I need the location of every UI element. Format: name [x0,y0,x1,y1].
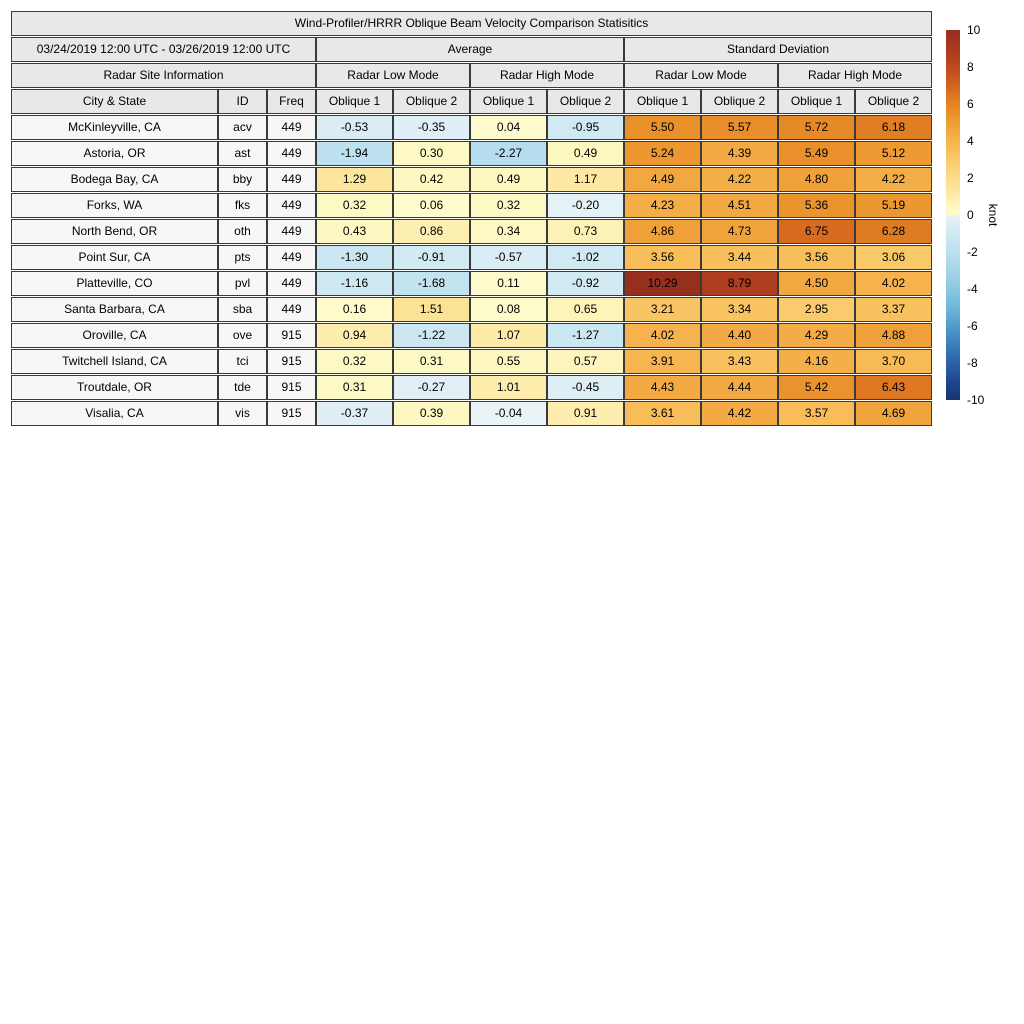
value-cell: 4.88 [855,323,932,348]
value-cell: 0.32 [470,193,547,218]
value-cell: -1.22 [393,323,470,348]
value-cell: 0.06 [393,193,470,218]
city-cell: Troutdale, OR [11,375,218,400]
oblique2-header: Oblique 2 [547,89,624,114]
value-cell: 3.56 [778,245,855,270]
id-cell: oth [218,219,267,244]
table-row [11,245,932,270]
mode-header-row [11,63,932,88]
table-row [11,141,932,166]
freq-cell: 449 [267,167,316,192]
colorbar-tick-label: 4 [967,134,974,148]
city-cell: Bodega Bay, CA [11,167,218,192]
table-row [11,167,932,192]
value-cell: 4.73 [701,219,778,244]
value-cell: 5.12 [855,141,932,166]
id-cell: fks [218,193,267,218]
id-cell: acv [218,115,267,140]
value-cell: 4.69 [855,401,932,426]
value-cell: 0.04 [470,115,547,140]
freq-cell: 449 [267,115,316,140]
city-cell: Santa Barbara, CA [11,297,218,322]
freq-cell: 449 [267,271,316,296]
value-cell: 5.42 [778,375,855,400]
id-cell: pvl [218,271,267,296]
colorbar-tick-label: 2 [967,171,974,185]
site-info-header: Radar Site Information [11,63,316,88]
value-cell: 3.44 [701,245,778,270]
value-cell: -1.68 [393,271,470,296]
colorbar-tick-label: -4 [967,282,978,296]
value-cell: 0.30 [393,141,470,166]
oblique1-header: Oblique 1 [470,89,547,114]
value-cell: 6.28 [855,219,932,244]
table-row [11,401,932,426]
value-cell: -0.37 [316,401,393,426]
value-cell: 4.40 [701,323,778,348]
colorbar-tick-label: 0 [967,208,974,222]
table-body [11,115,932,426]
value-cell: -0.92 [547,271,624,296]
table-row [11,219,932,244]
oblique1-header: Oblique 1 [778,89,855,114]
value-cell: 4.39 [701,141,778,166]
value-cell: -0.04 [470,401,547,426]
colorbar-tick-label: -2 [967,245,978,259]
city-cell: Twitchell Island, CA [11,349,218,374]
value-cell: 1.29 [316,167,393,192]
value-cell: 4.80 [778,167,855,192]
value-cell: 4.23 [624,193,701,218]
value-cell: 0.39 [393,401,470,426]
value-cell: 0.31 [316,375,393,400]
value-cell: 0.08 [470,297,547,322]
city-cell: McKinleyville, CA [11,115,218,140]
value-cell: 5.36 [778,193,855,218]
value-cell: 4.42 [701,401,778,426]
freq-cell: 915 [267,375,316,400]
value-cell: 0.34 [470,219,547,244]
colorbar-tick-label: 8 [967,60,974,74]
value-cell: -0.27 [393,375,470,400]
value-cell: 3.34 [701,297,778,322]
value-cell: -0.20 [547,193,624,218]
colorbar-tick-label: 6 [967,97,974,111]
value-cell: 5.50 [624,115,701,140]
value-cell: 3.56 [624,245,701,270]
city-cell: Platteville, CO [11,271,218,296]
value-cell: 5.49 [778,141,855,166]
value-cell: 6.18 [855,115,932,140]
freq-cell: 449 [267,193,316,218]
freq-cell: 915 [267,323,316,348]
value-cell: 10.29 [624,271,701,296]
value-cell: 0.32 [316,349,393,374]
value-cell: 0.91 [547,401,624,426]
value-cell: 3.70 [855,349,932,374]
date-range: 03/24/2019 12:00 UTC - 03/26/2019 12:00 UTC [11,37,316,62]
value-cell: 0.94 [316,323,393,348]
value-cell: 5.57 [701,115,778,140]
value-cell: 1.17 [547,167,624,192]
value-cell: -0.95 [547,115,624,140]
value-cell: -0.57 [470,245,547,270]
avg-high-mode-header: Radar High Mode [470,63,624,88]
value-cell: 4.22 [701,167,778,192]
id-cell: ast [218,141,267,166]
value-cell: 4.22 [855,167,932,192]
table-title: Wind-Profiler/HRRR Oblique Beam Velocity Comparison Statisitics [11,11,932,36]
group-header-row [11,37,932,62]
value-cell: 1.51 [393,297,470,322]
table-row [11,115,932,140]
table-row [11,271,932,296]
value-cell: -2.27 [470,141,547,166]
value-cell: 4.02 [855,271,932,296]
value-cell: 4.44 [701,375,778,400]
value-cell: -1.27 [547,323,624,348]
value-cell: 4.16 [778,349,855,374]
value-cell: 5.24 [624,141,701,166]
value-cell: -0.91 [393,245,470,270]
id-cell: vis [218,401,267,426]
freq-cell: 449 [267,297,316,322]
city-cell: North Bend, OR [11,219,218,244]
value-cell: 3.57 [778,401,855,426]
city-cell: Oroville, CA [11,323,218,348]
value-cell: 0.31 [393,349,470,374]
city-state-header: City & State [11,89,218,114]
freq-header: Freq [267,89,316,114]
value-cell: 3.37 [855,297,932,322]
value-cell: 0.65 [547,297,624,322]
value-cell: 4.02 [624,323,701,348]
value-cell: 0.55 [470,349,547,374]
freq-cell: 449 [267,141,316,166]
stddev-group-header: Standard Deviation [624,37,932,62]
value-cell: 5.19 [855,193,932,218]
value-cell: 4.49 [624,167,701,192]
colorbar-tick-label: -10 [967,393,985,407]
value-cell: 0.16 [316,297,393,322]
value-cell: 0.42 [393,167,470,192]
value-cell: 0.86 [393,219,470,244]
city-cell: Forks, WA [11,193,218,218]
id-header: ID [218,89,267,114]
value-cell: 4.29 [778,323,855,348]
colorbar-gradient [946,30,960,400]
oblique2-header: Oblique 2 [393,89,470,114]
value-cell: 0.49 [470,167,547,192]
value-cell: 0.11 [470,271,547,296]
value-cell: 2.95 [778,297,855,322]
value-cell: 0.57 [547,349,624,374]
value-cell: 0.32 [316,193,393,218]
freq-cell: 449 [267,219,316,244]
colorbar-tick-label: -8 [967,356,978,370]
value-cell: 4.51 [701,193,778,218]
value-cell: 1.01 [470,375,547,400]
title-row [11,11,932,36]
colorbar-tick-label: -6 [967,319,978,333]
table-row [11,323,932,348]
value-cell: -1.30 [316,245,393,270]
oblique2-header: Oblique 2 [855,89,932,114]
value-cell: 3.43 [701,349,778,374]
freq-cell: 915 [267,401,316,426]
value-cell: 6.43 [855,375,932,400]
sd-low-mode-header: Radar Low Mode [624,63,778,88]
table-row [11,375,932,400]
average-group-header: Average [316,37,624,62]
id-cell: tde [218,375,267,400]
stats-table [11,10,932,427]
value-cell: 6.75 [778,219,855,244]
table-row [11,193,932,218]
value-cell: 5.72 [778,115,855,140]
value-cell: 1.07 [470,323,547,348]
value-cell: 3.06 [855,245,932,270]
value-cell: 4.86 [624,219,701,244]
value-cell: 3.91 [624,349,701,374]
city-cell: Point Sur, CA [11,245,218,270]
avg-low-mode-header: Radar Low Mode [316,63,470,88]
freq-cell: 449 [267,245,316,270]
city-cell: Visalia, CA [11,401,218,426]
value-cell: -0.53 [316,115,393,140]
city-cell: Astoria, OR [11,141,218,166]
value-cell: -1.02 [547,245,624,270]
value-cell: 4.50 [778,271,855,296]
id-cell: ove [218,323,267,348]
id-cell: sba [218,297,267,322]
oblique1-header: Oblique 1 [316,89,393,114]
value-cell: -1.94 [316,141,393,166]
value-cell: 4.43 [624,375,701,400]
value-cell: 3.21 [624,297,701,322]
id-cell: pts [218,245,267,270]
value-cell: 3.61 [624,401,701,426]
value-cell: -0.35 [393,115,470,140]
sd-high-mode-header: Radar High Mode [778,63,932,88]
value-cell: 0.43 [316,219,393,244]
value-cell: -0.45 [547,375,624,400]
oblique2-header: Oblique 2 [701,89,778,114]
colorbar-unit-label: knot [986,203,1000,227]
value-cell: 8.79 [701,271,778,296]
id-cell: tci [218,349,267,374]
table-row [11,349,932,374]
colorbar-tick-label: 10 [967,23,981,37]
oblique1-header: Oblique 1 [624,89,701,114]
column-header-row [11,89,932,114]
value-cell: -1.16 [316,271,393,296]
value-cell: 0.73 [547,219,624,244]
table-row [11,297,932,322]
value-cell: 0.49 [547,141,624,166]
id-cell: bby [218,167,267,192]
freq-cell: 915 [267,349,316,374]
